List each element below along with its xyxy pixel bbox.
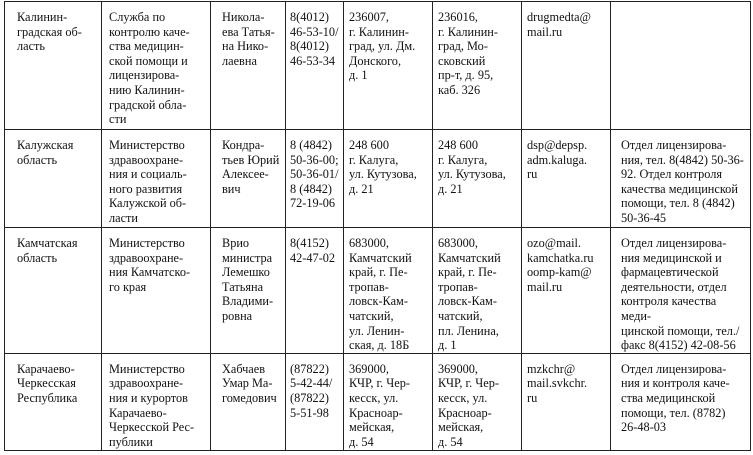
actual-address-cell: 236016, г. Калинин- град, Мо- сковский пр-т, д. 95, каб. 326 xyxy=(433,2,522,130)
phone-cell: (87822) 5-42-44/ (87822) 5-51-98 xyxy=(286,353,344,450)
regional-health-authorities-table xyxy=(4,1,751,451)
phone-cell: 8 (4842) 50-36-00; 50-36-01/ 8 (4842) 72-19-06 xyxy=(286,130,344,228)
agency-cell: Министерство здравоохране- ния Камчатско- го края xyxy=(102,228,211,354)
region-cell: Камчатская область xyxy=(5,228,102,354)
email-cell: mzkchr@ mail.svkchr. ru xyxy=(522,353,611,450)
table-row xyxy=(5,353,751,450)
region-cell: Карачаево- Черкесская Республика xyxy=(5,353,102,450)
table-row xyxy=(5,130,751,228)
actual-address-cell: 683000, Камчатский край, г. Пе- тропав- ловск-Кам- чатский, пл. Ленина, д. 1 xyxy=(433,228,522,354)
head-cell: Никола- ева Татья- на Нико- лаевна xyxy=(211,2,286,130)
region-cell: Калужская область xyxy=(5,130,102,228)
legal-address-cell: 369000, КЧР, г. Чер- кесск, ул. Краснoар- мейская, д. 54 xyxy=(344,353,433,450)
actual-address-cell: 248 600 г. Калуга, ул. Кутузова, д. 21 xyxy=(433,130,522,228)
head-cell: Кондра- тьев Юрий Алексее- вич xyxy=(211,130,286,228)
legal-address-cell: 236007, г. Калинин- град, ул. Дм. Донского, д. 1 xyxy=(344,2,433,130)
licensing-dept-cell: Отдел лицензирова- ния, тел. 8(4842) 50-36- 92. Отдел контроля качества медицинской помощи, тел. 8 (4842) 50-36-45 xyxy=(611,130,751,228)
agency-cell: Министерство здравоохране- ния и социаль- ного развития Калужской об- ласти xyxy=(102,130,211,228)
agency-cell: Министерство здравоохране- ния и курортов Карачаево- Черкесской Рес- публики xyxy=(102,353,211,450)
licensing-dept-cell: Отдел лицензирова- ния и контроля каче- ства медицинской помощи, тел. (8782) 26-48-03 xyxy=(611,353,751,450)
licensing-dept-cell: Отдел лицензирова- ния медицинской и фармацевтической деятельности, отдел контроля качества меди- цинской помощи, тел./ факс 8(4152) 42-08-56 xyxy=(611,228,751,354)
phone-cell: 8(4012) 46-53-10/ 8(4012) 46-53-34 xyxy=(286,2,344,130)
table-row xyxy=(5,2,751,130)
legal-address-cell: 683000, Камчатский край, г. Пе- тропав- ловск-Кам- чатский, ул. Ленин- ская, д. 18Б xyxy=(344,228,433,354)
actual-address-cell: 369000, КЧР, г. Чер- кесск, ул. Краснoар- мейская, д. 54 xyxy=(433,353,522,450)
region-cell: Калинин- градская об- ласть xyxy=(5,2,102,130)
phone-cell: 8(4152) 42-47-02 xyxy=(286,228,344,354)
head-cell: Врио министра Лемешко Татьяна Владими- ровна xyxy=(211,228,286,354)
head-cell: Хабчаев Умар Ма- гомедович xyxy=(211,353,286,450)
agency-cell: Служба по контролю каче- ства медицин- ской помощи и лицензирова- нию Калинин- градской обла- сти xyxy=(102,2,211,130)
email-cell: dsp@depsp. adm.kaluga. ru xyxy=(522,130,611,228)
legal-address-cell: 248 600 г. Калуга, ул. Кутузова, д. 21 xyxy=(344,130,433,228)
email-cell: drugmedta@ mail.ru xyxy=(522,2,611,130)
email-cell: ozo@mail. kamchatka.ru oomp-kam@ mail.ru xyxy=(522,228,611,354)
licensing-dept-cell xyxy=(611,2,751,130)
table-row xyxy=(5,228,751,354)
